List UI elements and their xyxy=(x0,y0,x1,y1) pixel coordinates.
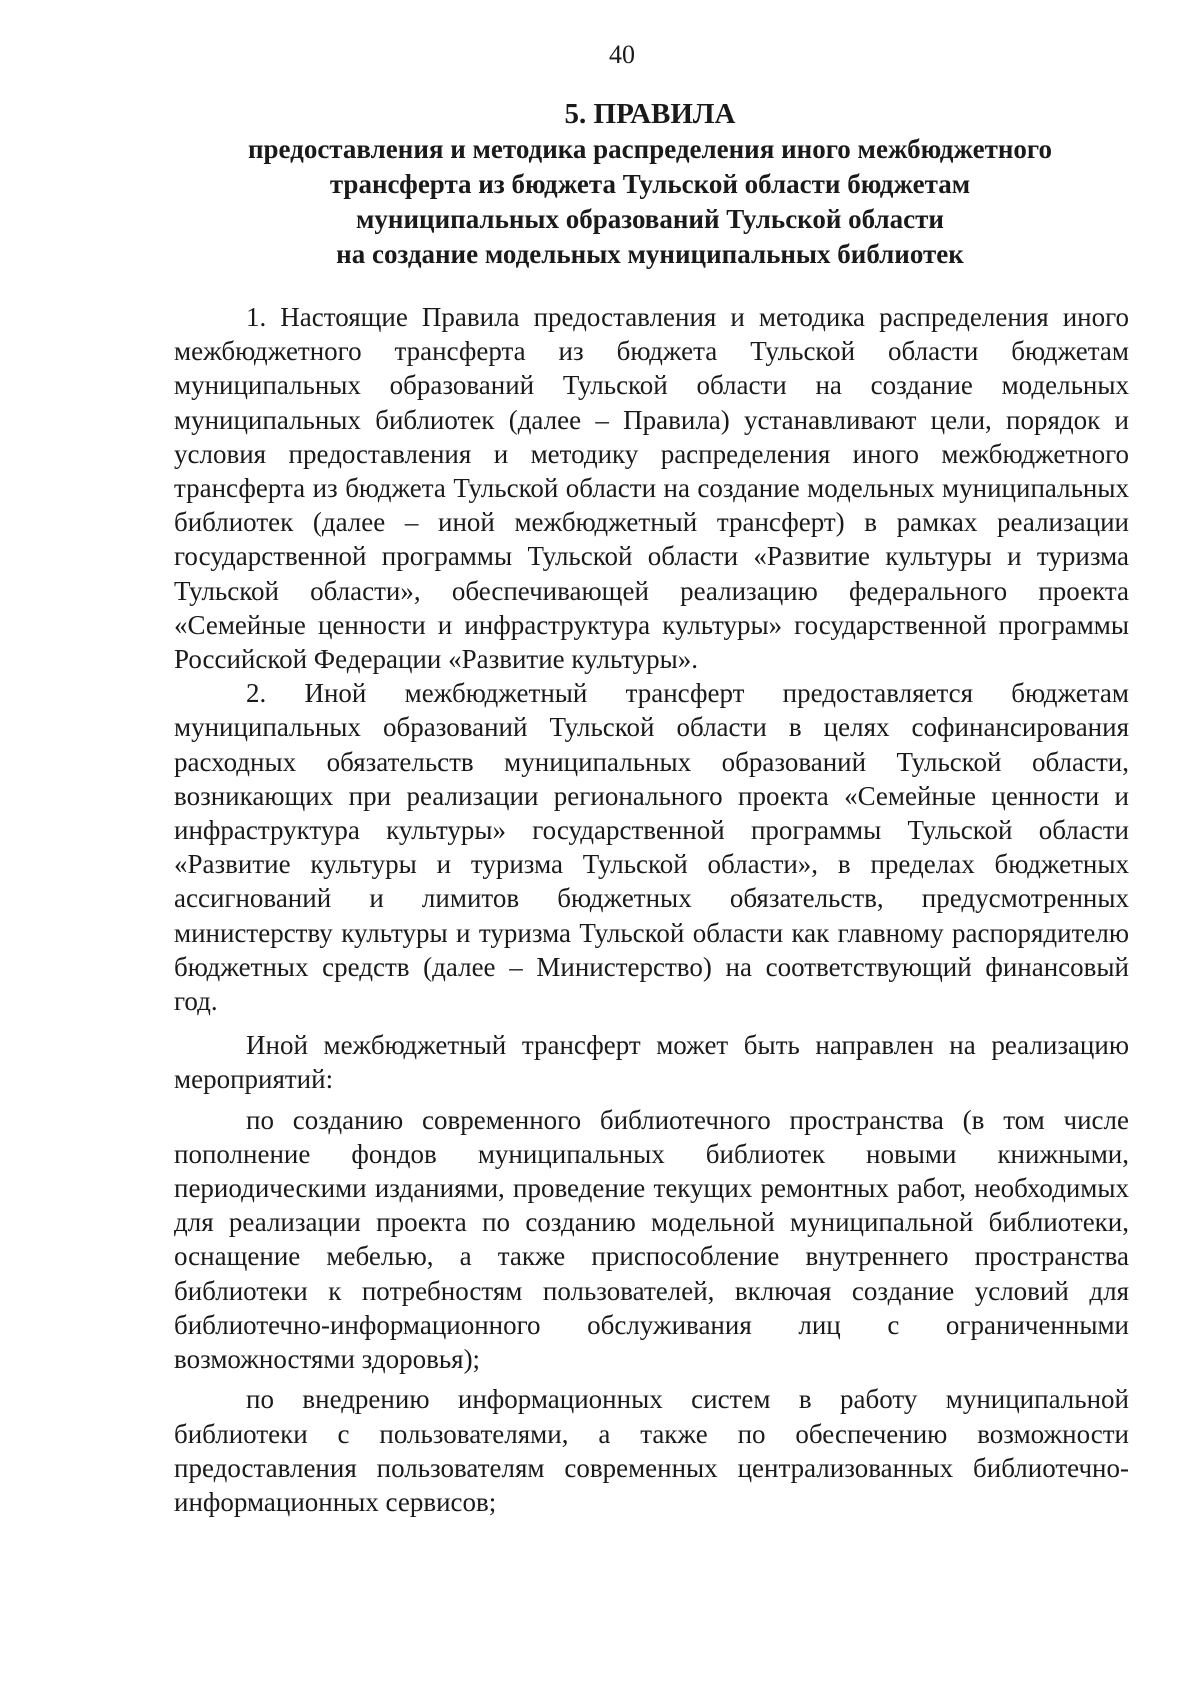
document-body xyxy=(174,300,1129,1519)
section-subtitle-line: трансферта из бюджета Тульской области бюджетам xyxy=(329,169,971,199)
section-subtitle-line: предоставления и методика распределения иного межбюджетного xyxy=(247,134,1053,164)
section-subtitle-line: муниципальных образований Тульской области xyxy=(356,204,944,234)
section-subtitle-line: на создание модельных муниципальных библиотек xyxy=(336,239,964,269)
section-title: 5. ПРАВИЛА xyxy=(564,98,736,130)
paragraph-2: 2. Иной межбюджетный трансферт предоставляется бюджетам муниципальных образований Тульской области в целях софинансирования расходных обязательств муниципальных образований Тульской области, возникающих при реализации регионального проекта «Семейные ценности и инфраструктура культуры» государственной программы Тульской области «Развитие культуры и туризма Тульской области», в пределах бюджетных ассигнований и лимитов бюджетных обязательств, предусмотренных министерству культуры и туризма Тульской области как главному распорядителю бюджетных средств (далее – Министерство) на соответствующий финансовый год. xyxy=(174,678,1129,1017)
section-heading xyxy=(170,96,1130,272)
list-item-measure: по внедрению информационных систем в работу муниципальной библиотеки с пользователями, а также по обеспечению возможности предоставления пользователям современных централизованных библиотечно-информационных сервисов; xyxy=(174,1384,1129,1517)
list-item-measure: по созданию современного библиотечного пространства (в том числе пополнение фондов муниципальных библиотек новыми книжными, периодическими изданиями, проведение текущих ремонтных работ, необходимых для реализации проекта по созданию модельной муниципальной библиотеки, оснащение мебелью, а также приспособление внутреннего пространства библиотеки к потребностям пользователей, включая создание условий для библиотечно-информационного обслуживания лиц с ограниченными возможностями здоровья); xyxy=(174,1104,1129,1375)
paragraph-1: 1. Настоящие Правила предоставления и методика распределения иного межбюджетного трансферта из бюджета Тульской области бюджетам муниципальных образований Тульской области на создание модельных муниципальных библиотек (далее – Правила) устанавливают цели, порядок и условия предоставления и методику распределения иного межбюджетного трансферта из бюджета Тульской области на создание модельных муниципальных библиотек (далее – иной межбюджетный трансферт) в рамках реализации государственной программы Тульской области «Развитие культуры и туризма Тульской области», обеспечивающей реализацию федерального проекта «Семейные ценности и инфраструктура культуры» государственной программы Российской Федерации «Развитие культуры». xyxy=(174,302,1129,675)
page-number: 40 xyxy=(609,40,635,69)
paragraph-3: Иной межбюджетный трансферт может быть направлен на реализацию мероприятий: xyxy=(174,1030,1129,1095)
